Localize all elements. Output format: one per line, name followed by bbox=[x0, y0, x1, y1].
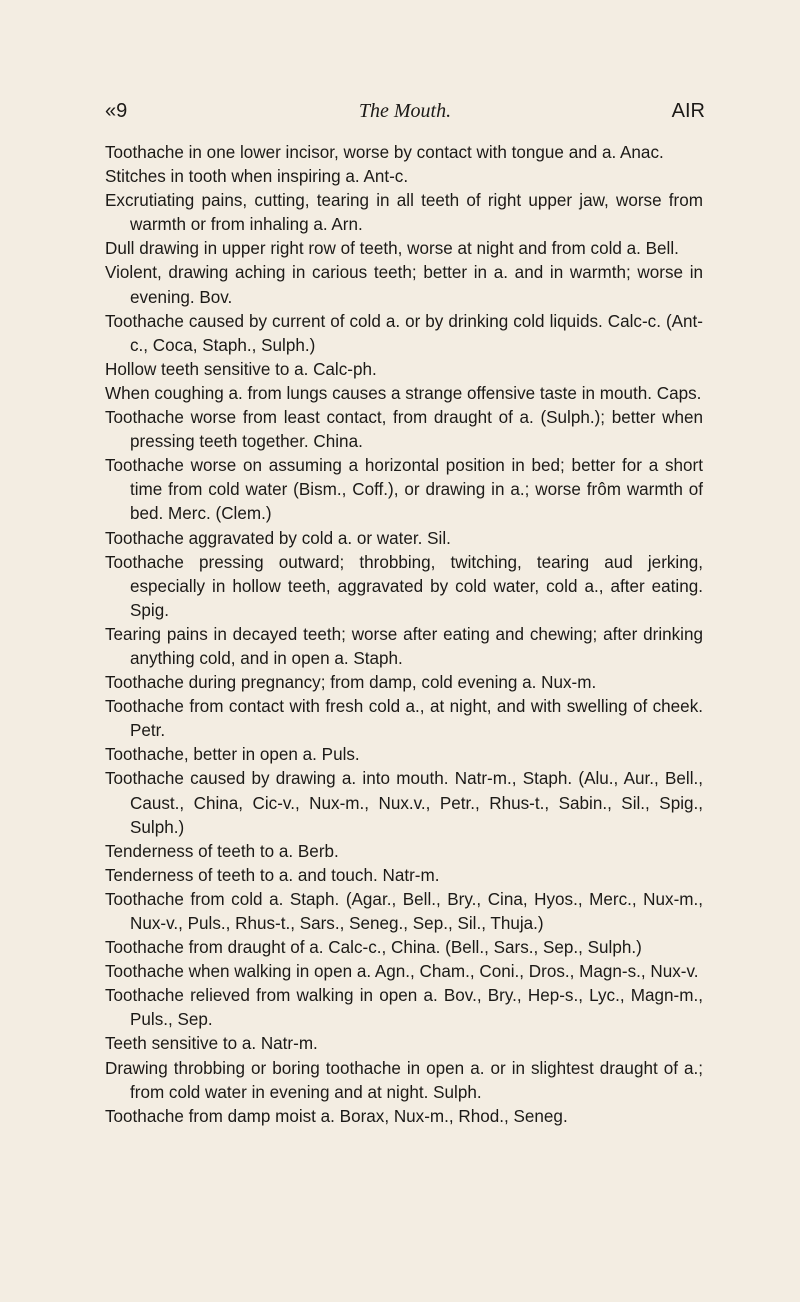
symptom-entry: Violent, drawing aching in carious teeth; better in a. and in warmth; worse in evening. Bov. bbox=[105, 263, 703, 307]
symptom-entry: Toothache from damp moist a. Borax, Nux-m., Rhod., Seneg. bbox=[105, 1106, 568, 1126]
symptom-entry: Toothache pressing outward; throbbing, twitching, tearing aud jerking, especially in hollow teeth, aggravated by cold water, cold a., after eating. Spig. bbox=[105, 552, 703, 620]
symptom-entry: Toothache caused by current of cold a. or by drinking cold liquids. Calc-c. (Ant-c., Coca, Staph., Sulph.) bbox=[105, 311, 703, 355]
symptom-entry: Toothache aggravated by cold a. or water. Sil. bbox=[105, 528, 451, 548]
section-code: AIR bbox=[671, 100, 705, 122]
running-title: The Mouth. bbox=[358, 100, 452, 122]
symptom-entry: Toothache when walking in open a. Agn., Cham., Coni., Dros., Magn-s., Nux-v. bbox=[105, 962, 699, 982]
page-header bbox=[105, 100, 705, 126]
symptom-entry: Toothache from cold a. Staph. (Agar., Bell., Bry., Cina, Hyos., Merc., Nux-m., Nux-v., Puls., Rhus-t., Sars., Seneg., Sep., Sil., Thuja.) bbox=[105, 889, 703, 933]
symptom-entry: Dull drawing in upper right row of teeth, worse at night and from cold a. Bell. bbox=[105, 239, 679, 259]
page-number: «9 bbox=[105, 100, 128, 122]
symptom-entry: Toothache from draught of a. Calc-c., China. (Bell., Sars., Sep., Sulph.) bbox=[105, 938, 642, 958]
symptom-entry: Tearing pains in decayed teeth; worse after eating and chewing; after drinking anything cold, and in open a. Staph. bbox=[105, 624, 703, 668]
symptom-entry: Excrutiating pains, cutting, tearing in all teeth of right upper jaw, worse from warmth or from inhaling a. Arn. bbox=[105, 191, 703, 235]
symptom-entry: Toothache worse on assuming a horizontal position in bed; better for a short time from cold water (Bism., Coff.), or drawing in a.; worse frôm warmth of bed. Merc. (Clem.) bbox=[105, 456, 703, 524]
symptom-entry: Toothache, better in open a. Puls. bbox=[105, 745, 360, 765]
symptom-entry: Stitches in tooth when inspiring a. Ant-c. bbox=[105, 167, 409, 187]
symptom-entry: Hollow teeth sensitive to a. Calc-ph. bbox=[105, 359, 377, 379]
symptom-entry: Tenderness of teeth to a. Berb. bbox=[105, 841, 339, 861]
symptom-entry: Tenderness of teeth to a. and touch. Natr-m. bbox=[105, 865, 440, 885]
symptom-entry: Toothache in one lower incisor, worse by contact with tongue and a. Anac. bbox=[105, 143, 664, 162]
symptom-entry: Toothache from contact with fresh cold a., at night, and with swelling of cheek. Petr. bbox=[105, 697, 703, 741]
symptom-entry: Teeth sensitive to a. Natr-m. bbox=[105, 1034, 318, 1054]
symptom-entry: Toothache during pregnancy; from damp, cold evening a. Nux-m. bbox=[105, 673, 597, 693]
symptom-entry: Toothache caused by drawing a. into mouth. Natr-m., Staph. (Alu., Aur., Bell., Caust., China, Cic-v., Nux-m., Nux.v., Petr., Rhus-t., Sabin., Sil., Spig., Sulph.) bbox=[105, 769, 703, 837]
symptom-entry: Toothache relieved from walking in open a. Bov., Bry., Hep-s., Lyc., Magn-m., Puls., Sep. bbox=[105, 986, 703, 1030]
symptom-entry: When coughing a. from lungs causes a strange offensive taste in mouth. Caps. bbox=[105, 383, 702, 403]
symptom-entry: Toothache worse from least contact, from draught of a. (Sulph.); better when pressing teeth together. China. bbox=[105, 408, 703, 452]
symptom-list bbox=[105, 141, 703, 1129]
symptom-entry: Drawing throbbing or boring toothache in open a. or in slightest draught of a.; from cold water in evening and at night. Sulph. bbox=[105, 1058, 703, 1102]
